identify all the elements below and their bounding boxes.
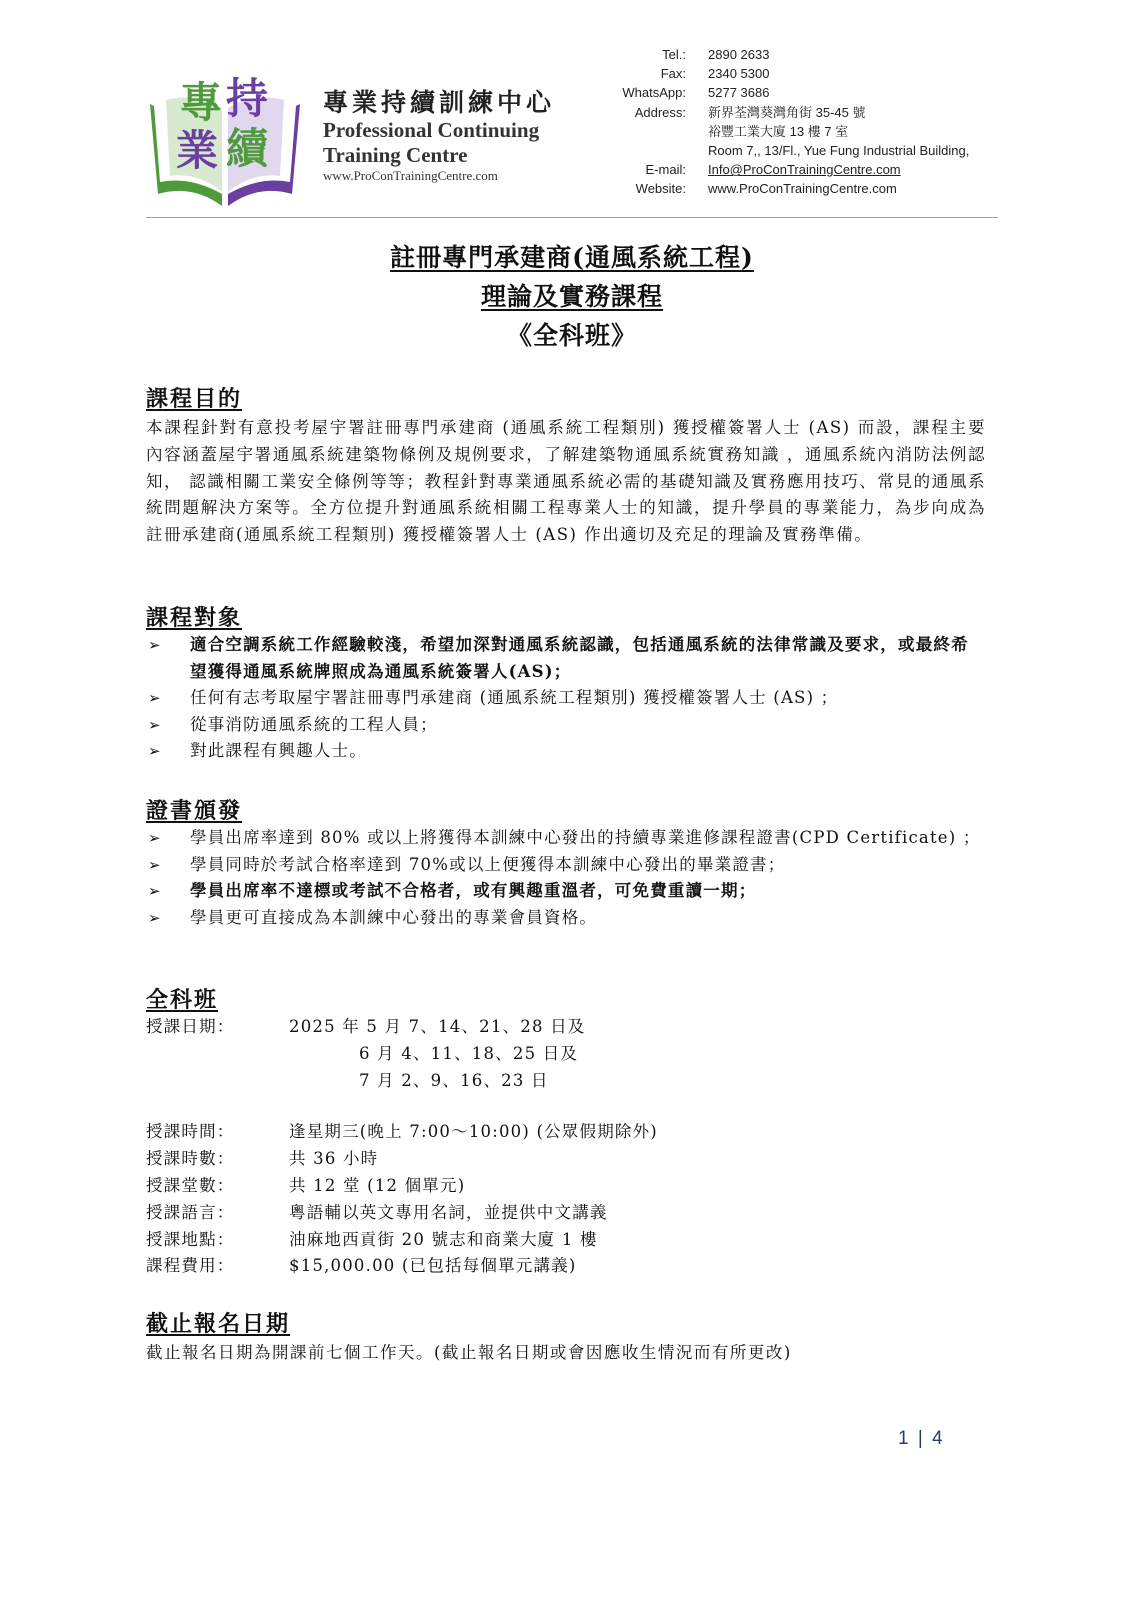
title-line-3: 《全科班》	[506, 321, 637, 350]
contact-label: E-mail:	[645, 162, 686, 178]
course-sessions-row	[146, 1173, 986, 1200]
contact-label: Tel.:	[662, 47, 686, 62]
contact-row-email	[600, 160, 969, 179]
course-fee: $15,000.00 (已包括每個單元講義)	[289, 1256, 577, 1276]
arrow-bullet-icon: ➢	[148, 829, 162, 847]
contact-block	[600, 45, 969, 199]
contact-row-address	[600, 103, 969, 122]
title-line-1: 註冊專門承建商(通風系統工程)	[390, 243, 754, 272]
course-time: 逢星期三(晚上 7:00～10:00) (公眾假期除外)	[289, 1122, 658, 1142]
logo-char: 持	[226, 74, 269, 123]
list-item: ➢ 學員出席率達到 80% 或以上將獲得本訓練中心發出的持續專業進修課程證書(CPD Certificate) ；	[146, 825, 986, 852]
contact-row-tel	[600, 45, 969, 64]
course-venue: 油麻地西貢街 20 號志和商業大廈 1 樓	[289, 1229, 598, 1249]
course-fee-row	[146, 1253, 986, 1280]
deadline-text: 截止報名日期為開課前七個工作天。(截止報名日期或會因應收生情況而有所更改)	[146, 1343, 792, 1362]
whatsapp-value: 5277 3686	[708, 85, 770, 101]
org-name-en-line1: Professional Continuing	[323, 118, 540, 142]
document-title	[146, 238, 998, 355]
info-label: 授課語言：	[146, 1202, 235, 1222]
org-name-cn: 專業持續訓練中心	[323, 88, 556, 117]
course-time-row	[146, 1119, 986, 1146]
list-item: ➢ 適合空調系統工作經驗較淺，希望加深對通風系統認識，包括通風系統的法律常識及要求，或最終希望獲得通風系統牌照成為通風系統簽署人(AS)；	[146, 632, 986, 685]
section-heading: 截止報名日期	[146, 1311, 291, 1337]
certificate-list	[146, 825, 986, 931]
info-label: 授課堂數：	[146, 1175, 235, 1195]
arrow-bullet-icon: ➢	[148, 908, 162, 927]
section-certificate	[146, 797, 986, 931]
course-sessions: 共 12 堂 (12 個單元)	[289, 1175, 466, 1195]
list-item: ➢ 學員同時於考試合格率達到 70%或以上便獲得本訓練中心發出的畢業證書；	[146, 852, 986, 879]
address-line-3: Room 7,, 13/Fl., Yue Fung Industrial Building,	[708, 143, 970, 159]
list-item: ➢ 學員出席率不達標或考試不合格者，或有興趣重溫者，可免費重讀一期；	[146, 878, 986, 905]
list-item: ➢ 對此課程有興趣人士。	[146, 738, 986, 765]
section-heading: 證書頒發	[146, 798, 243, 824]
course-hours-row	[146, 1146, 986, 1173]
logo	[146, 76, 304, 208]
org-name-en-line2: Training Centre	[323, 143, 468, 167]
course-dates-1: 2025 年 5 月 7、14、21、28 日及	[289, 1017, 586, 1036]
course-venue-row	[146, 1227, 986, 1254]
tel-value: 2890 2633	[708, 47, 770, 62]
arrow-bullet-icon: ➢	[148, 855, 162, 874]
course-dates-3: 7 月 2、9、16、23 日	[359, 1070, 549, 1090]
org-name-block	[323, 88, 555, 184]
page-number: 1 | 4	[898, 1428, 945, 1449]
audience-list	[146, 632, 986, 765]
info-label: 授課時數：	[146, 1149, 235, 1169]
logo-char: 續	[226, 124, 269, 173]
header-divider	[146, 217, 998, 218]
info-label: 授課日期：	[146, 1017, 235, 1036]
section-deadline	[146, 1310, 986, 1367]
section-heading: 全科班	[146, 987, 219, 1013]
section-heading: 課程目的	[146, 386, 243, 412]
course-language: 粵語輔以英文專用名詞，並提供中文講義	[289, 1202, 608, 1222]
contact-row-address-3	[600, 141, 969, 160]
contact-label: Address:	[634, 104, 686, 120]
address-line-2: 裕豐工業大廈 13 樓 7 室	[708, 123, 849, 139]
info-label: 課程費用：	[146, 1256, 235, 1276]
title-line-2: 理論及實務課程	[480, 282, 663, 311]
course-language-row	[146, 1200, 986, 1227]
arrow-bullet-icon: ➢	[148, 689, 162, 707]
contact-row-website	[600, 179, 969, 198]
course-dates-row	[146, 1014, 986, 1041]
logo-char: 專	[180, 78, 223, 127]
section-objective	[146, 385, 986, 549]
arrow-bullet-icon: ➢	[148, 742, 162, 760]
objective-text: 本課程針對有意投考屋宇署註冊專門承建商 (通風系統工程類別) 獲授權簽署人士 (AS) 而設，課程主要內容涵蓋屋宇署通風系統建築物條例及規例要求，了解建築物通風系統實務知識 ，通風系統內消防法例認知， 認識相關工業安全條例等等；教程針對專業通風系統必需的基礎知識及實務應用技巧、常見的通風系統問題解決方案等。全方位提升對通風系統相關工程專業人士的知識，提升學員的專業能力，為步向成為註冊承建商(通風系統工程類別) 獲授權簽署人士 (AS) 作出適切及充足的理論及實務準備。	[146, 418, 986, 545]
contact-label: Fax:	[660, 66, 686, 82]
info-label: 授課地點：	[146, 1229, 235, 1249]
website-link[interactable]: www.ProConTrainingCentre.com	[708, 181, 897, 197]
fax-value: 2340 5300	[708, 66, 770, 82]
org-website: www.ProConTrainingCentre.com	[323, 168, 498, 183]
arrow-bullet-icon: ➢	[148, 715, 162, 734]
address-line-1: 新界荃灣葵灣角街 35-45 號	[708, 104, 866, 120]
contact-row-fax	[600, 64, 969, 83]
email-link[interactable]: Info@ProConTrainingCentre.com	[708, 162, 901, 178]
arrow-bullet-icon: ➢	[148, 882, 162, 900]
list-item: ➢ 任何有志考取屋宇署註冊專門承建商 (通風系統工程類別) 獲授權簽署人士 (AS) ；	[146, 685, 986, 712]
arrow-bullet-icon: ➢	[148, 636, 162, 654]
list-item: ➢ 從事消防通風系統的工程人員；	[146, 712, 986, 739]
section-heading: 課程對象	[146, 605, 243, 631]
contact-row-address-2	[600, 122, 969, 141]
open-book-icon	[146, 76, 304, 208]
contact-label: WhatsApp:	[622, 85, 686, 101]
section-course	[146, 986, 986, 1280]
contact-label: Website:	[635, 181, 686, 197]
course-dates-2: 6 月 4、11、18、25 日及	[359, 1043, 579, 1063]
list-item: ➢ 學員更可直接成為本訓練中心發出的專業會員資格。	[146, 905, 986, 932]
section-audience	[146, 604, 986, 765]
contact-row-whatsapp	[600, 83, 969, 102]
info-label: 授課時間：	[146, 1122, 235, 1142]
logo-char: 業	[176, 126, 219, 175]
course-hours: 共 36 小時	[289, 1149, 379, 1169]
